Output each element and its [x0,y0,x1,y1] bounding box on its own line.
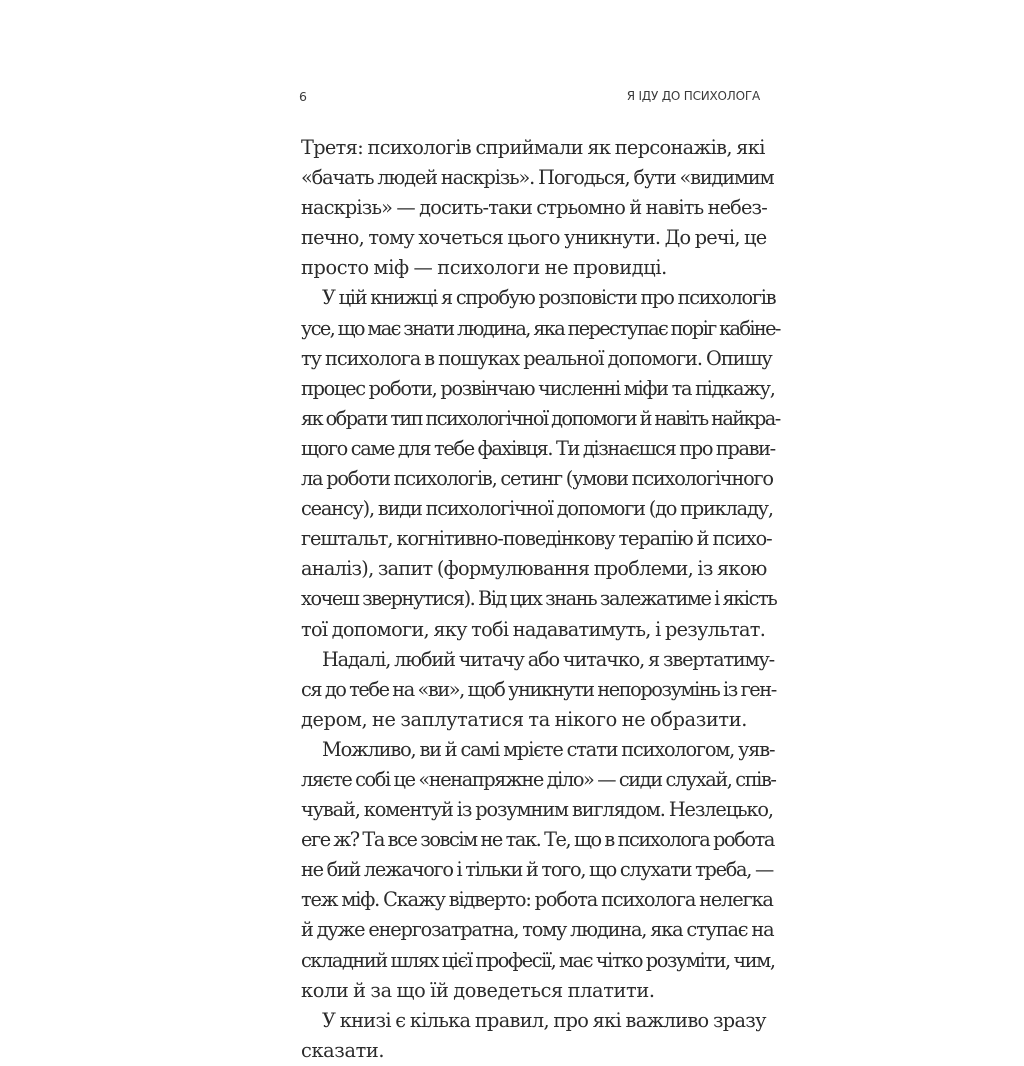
page-number: 6 [299,89,308,104]
text-line: печно, тому хочеться цього уникнути. До речі, це [301,226,767,250]
text-line: Третя: психологів сприймали як персонажів, які [301,136,765,159]
text-line: хочеш звернутися). Від цих знань залежатиме і якість [301,587,777,611]
text-line: «бачать людей наскрізь». Погодься, бути «видимим [301,166,774,190]
text-line: тої допомоги, яку тобі надаватимуть, і результат. [301,617,766,641]
text-line: як обрати тип психологічної допомоги й навіть найкра- [301,406,780,430]
text-line: ся до тебе на «ви», щоб уникнути непорозумінь із ген- [301,677,776,701]
text-line: аналіз), запит (формулювання проблеми, із якою [301,557,767,581]
paragraph [301,133,774,283]
text-line: усе, що має знати людина, яка переступає поріг кабіне- [301,316,780,340]
text-line: еге ж? Та все зовсім не так. Те, що в психолога робота [301,828,774,852]
body-text [301,133,780,1066]
text-line: У книзі є кілька правил, про які важливо зразу [322,1008,766,1032]
text-line: ту психолога в пошуках реальної допомоги. Опишу [301,346,772,370]
paragraph [301,645,776,735]
paragraph [301,283,780,644]
running-title: Я ІДУ ДО ПСИХОЛОГА [626,89,760,103]
text-line: процес роботи, розвінчаю численні міфи та підкажу, [301,376,775,400]
running-head [299,89,760,109]
text-line: просто міф — психологи не провидці. [301,256,667,280]
text-line: Надалі, любий читачу або читачко, я звертатиму- [322,647,775,671]
text-line: чувай, коментуй із розумним виглядом. Незлецько, [301,798,773,822]
text-line: гештальт, когнітивно-поведінкову терапію й психо- [301,527,772,551]
text-line: теж міф. Скажу відверто: робота психолога нелегка [301,888,773,912]
text-line: Можливо, ви й самі мрієте стати психологом, уяв- [322,737,775,761]
text-line: У цій книжці я спробую розповісти про психологів [322,286,776,310]
text-line: й дуже енергозатратна, тому людина, яка ступає на [301,918,774,942]
text-line: сказати. [301,1038,385,1062]
paragraph [301,1006,766,1066]
text-line: коли й за що їй доведеться платити. [301,978,655,1002]
text-line: ла роботи психологів, сетинг (умови психологічного [301,467,773,491]
paragraph [301,735,776,1006]
text-line: наскрізь» — досить-таки стрьомно й навіть небез- [301,196,767,220]
text-line: сеансу), види психологічної допомоги (до прикладу, [301,497,773,521]
text-line: щого саме для тебе фахівця. Ти дізнаєшся про прави- [301,436,775,460]
text-line: складний шлях цієї професії, має чітко розуміти, чим, [301,948,775,972]
text-line: дером, не заплутатися та нікого не образити. [301,707,747,731]
text-line: не бий лежачого і тільки й того, що слухати треба, — [301,858,773,882]
text-line: ляєте собі це «ненапряжне діло» — сиди слухай, спів- [301,767,776,791]
